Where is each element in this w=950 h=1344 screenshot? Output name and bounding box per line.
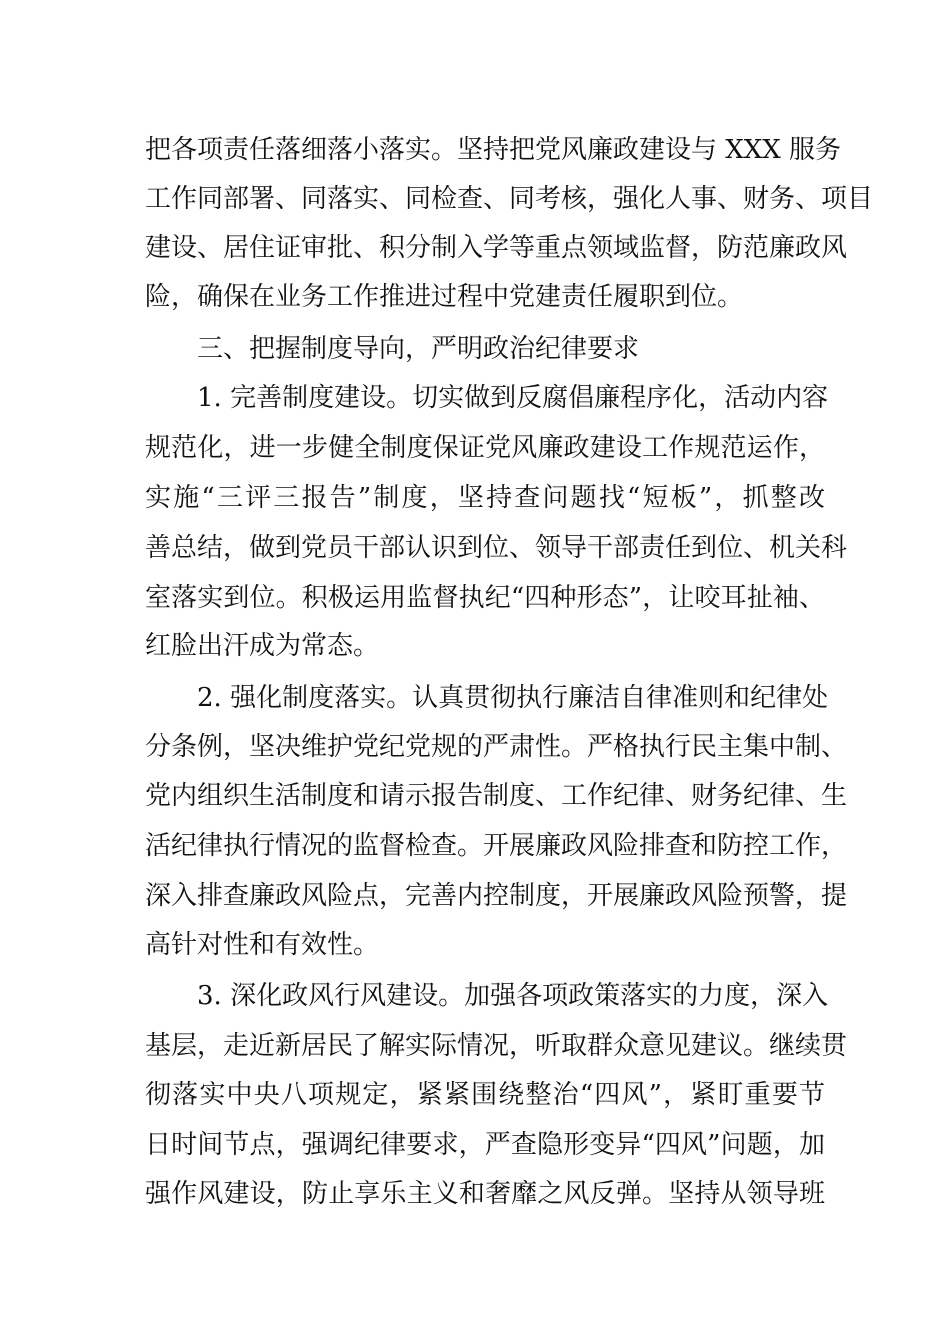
body-text-line: 建设、居住证审批、积分制入学等重点领域监督，防范廉政风	[145, 233, 848, 263]
body-text-line: 日时间节点，强调纪律要求，严查隐形变异“四风”问题，加	[145, 1130, 825, 1160]
body-text-line: 基层，走近新居民了解实际情况，听取群众意见建议。继续贯	[145, 1031, 848, 1061]
body-text-line: 善总结，做到党员干部认识到位、领导干部责任到位、机关科	[145, 533, 848, 563]
body-text-line: 红脸出汗成为常态。	[145, 631, 380, 661]
body-text-line: 活纪律执行情况的监督检查。开展廉政风险排查和防控工作，	[145, 831, 848, 861]
body-text-line: 实施“三评三报告”制度，坚持查问题找“短板”，抓整改	[145, 483, 825, 513]
body-text-line: 险，确保在业务工作推进过程中党建责任履职到位。	[145, 282, 744, 312]
body-text-line: 党内组织生活制度和请示报告制度、工作纪律、财务纪律、生	[145, 781, 848, 811]
body-text-line: 1. 完善制度建设。切实做到反腐倡廉程序化，活动内容	[197, 383, 829, 413]
body-text-line: 室落实到位。积极运用监督执纪“四种形态”，让咬耳扯袖、	[145, 583, 825, 613]
body-text-line: 2. 强化制度落实。认真贯彻执行廉洁自律准则和纪律处	[197, 683, 829, 713]
body-text-line: 高针对性和有效性。	[145, 930, 380, 960]
body-text-line: 强作风建设，防止享乐主义和奢靡之风反弹。坚持从领导班	[145, 1179, 825, 1209]
body-text-line: 分条例，坚决维护党纪党规的严肃性。严格执行民主集中制、	[145, 732, 848, 762]
body-text-line: 彻落实中央八项规定，紧紧围绕整治“四风”，紧盯重要节	[145, 1080, 825, 1110]
body-text-line: 规范化，进一步健全制度保证党风廉政建设工作规范运作，	[145, 433, 825, 463]
body-text-line: 工作同部署、同落实、同检查、同考核，强化人事、财务、项目	[145, 184, 874, 214]
body-text-line: 深入排查廉政风险点，完善内控制度，开展廉政风险预警，提	[145, 881, 848, 911]
body-text-line: 3. 深化政风行风建设。加强各项政策落实的力度，深入	[197, 981, 829, 1011]
section-heading: 三、把握制度导向，严明政治纪律要求	[197, 334, 640, 364]
body-text-line: 把各项责任落细落小落实。坚持把党风廉政建设与 XXX 服务	[145, 135, 842, 165]
